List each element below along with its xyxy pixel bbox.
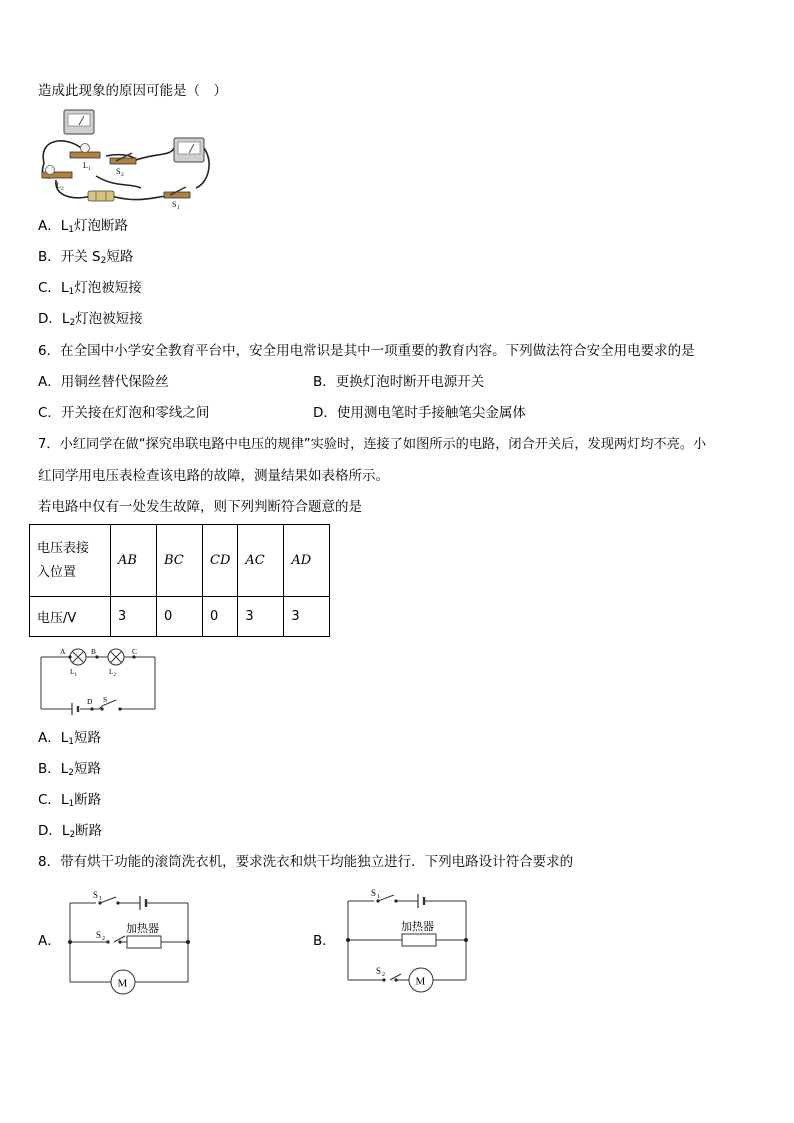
svg-text:S: S bbox=[116, 167, 121, 176]
svg-text:1: 1 bbox=[99, 896, 102, 902]
table-header-label: 电压表接 入位置 bbox=[30, 525, 111, 597]
q6-option-a[interactable]: A．用铜丝替代保险丝 bbox=[38, 374, 169, 390]
battery-icon bbox=[72, 703, 78, 715]
table-row-label: 电压/V bbox=[30, 597, 111, 637]
q7-stem-line-2: 红同学用电压表检查该电路的故障，测量结果如表格所示。 bbox=[38, 468, 389, 484]
q8-stem: 8．带有烘干功能的滚筒洗衣机，要求洗衣和烘干均能独立进行．下列电路设计符合要求的 bbox=[38, 854, 574, 870]
table-cell: 0 bbox=[203, 597, 238, 637]
q6-option-c[interactable]: C．开关接在灯泡和零线之间 bbox=[38, 405, 210, 421]
q6-option-d[interactable]: D．使用测电笔时手接触笔尖金属体 bbox=[313, 405, 526, 421]
svg-text:L: L bbox=[109, 668, 114, 676]
q7-option-a[interactable]: A．$L_1$短路 bbox=[38, 730, 102, 747]
svg-text:S: S bbox=[172, 200, 177, 209]
q6-stem: 6．在全国中小学安全教育平台中，安全用电常识是其中一项重要的教育内容。下列做法符合安全用电要求的是 bbox=[38, 343, 695, 359]
svg-text:加热器: 加热器 bbox=[401, 920, 434, 933]
heater-resistor-icon bbox=[402, 934, 436, 946]
svg-text:2: 2 bbox=[121, 172, 124, 178]
svg-text:1: 1 bbox=[88, 166, 91, 172]
svg-text:2: 2 bbox=[382, 972, 385, 978]
q7-option-c[interactable]: C．$L_1$断路 bbox=[38, 792, 102, 809]
svg-text:D: D bbox=[87, 697, 93, 706]
svg-text:加热器: 加热器 bbox=[126, 922, 159, 935]
svg-text:2: 2 bbox=[61, 186, 64, 192]
svg-text:1: 1 bbox=[377, 894, 380, 900]
svg-text:S: S bbox=[103, 695, 108, 704]
q5-circuit-figure bbox=[36, 108, 216, 210]
svg-text:B: B bbox=[91, 647, 97, 656]
lamp-l2-icon bbox=[108, 649, 124, 665]
q7-option-b[interactable]: B．$L_2$短路 bbox=[38, 761, 102, 778]
q5-option-b[interactable]: B．开关 $S_2$短路 bbox=[38, 249, 134, 266]
voltage-table bbox=[29, 524, 330, 637]
table-cell: AB bbox=[111, 525, 157, 597]
battery-icon bbox=[88, 191, 114, 201]
svg-text:L: L bbox=[56, 181, 61, 190]
q7-option-d[interactable]: D．$L_2$断路 bbox=[38, 823, 103, 840]
q7-circuit-figure bbox=[36, 645, 160, 717]
svg-text:M: M bbox=[117, 977, 128, 990]
q6-option-b[interactable]: B．更换灯泡时断开电源开关 bbox=[313, 374, 485, 390]
table-cell: CD bbox=[203, 525, 238, 597]
q8-option-b-letter[interactable]: B． bbox=[313, 933, 336, 949]
table-cell: BC bbox=[157, 525, 203, 597]
lamp-l1-icon bbox=[81, 144, 90, 153]
svg-text:A: A bbox=[60, 647, 66, 656]
table-cell: AD bbox=[284, 525, 330, 597]
q7-stem-line-3: 若电路中仅有一处发生故障，则下列判断符合题意的是 bbox=[38, 499, 362, 515]
svg-text:S: S bbox=[96, 930, 102, 940]
motor-icon bbox=[409, 968, 433, 992]
motor-icon bbox=[111, 970, 135, 994]
svg-text:1: 1 bbox=[74, 673, 77, 678]
svg-text:L: L bbox=[83, 161, 88, 170]
svg-text:S: S bbox=[376, 966, 382, 976]
table-cell: AC bbox=[238, 525, 284, 597]
q5-option-d[interactable]: D．$L_2$灯泡被短接 bbox=[38, 311, 143, 328]
q5-option-a[interactable]: A．$L_1$灯泡断路 bbox=[38, 218, 129, 235]
svg-text:2: 2 bbox=[113, 673, 116, 678]
table-cell: 3 bbox=[111, 597, 157, 637]
svg-text:S: S bbox=[371, 888, 377, 898]
svg-text:1: 1 bbox=[177, 205, 180, 210]
table-row bbox=[30, 597, 330, 637]
svg-text:S: S bbox=[93, 890, 99, 900]
q7-stem-line-1: 7．小红同学在做“探究串联电路中电压的规律”实验时，连接了如图所示的电路，闭合开关后，发现两灯均不亮。小 bbox=[38, 437, 707, 452]
heater-resistor-icon bbox=[127, 936, 161, 948]
svg-text:M: M bbox=[415, 975, 426, 988]
table-row bbox=[30, 525, 330, 597]
lamp-l1-icon bbox=[70, 649, 86, 665]
lamp-l2-icon bbox=[46, 166, 55, 175]
q5-stem: 造成此现象的原因可能是（ ） bbox=[38, 83, 227, 99]
table-cell: 0 bbox=[157, 597, 203, 637]
svg-text:2: 2 bbox=[102, 936, 105, 942]
table-cell: 3 bbox=[284, 597, 330, 637]
q8-option-a-circuit[interactable] bbox=[60, 886, 196, 996]
q8-option-b-circuit[interactable] bbox=[338, 884, 472, 994]
svg-text:C: C bbox=[132, 647, 138, 656]
svg-text:L: L bbox=[70, 668, 75, 676]
q8-option-a-letter[interactable]: A． bbox=[38, 933, 61, 949]
q5-option-c[interactable]: C．$L_1$灯泡被短接 bbox=[38, 280, 142, 297]
table-cell: 3 bbox=[238, 597, 284, 637]
